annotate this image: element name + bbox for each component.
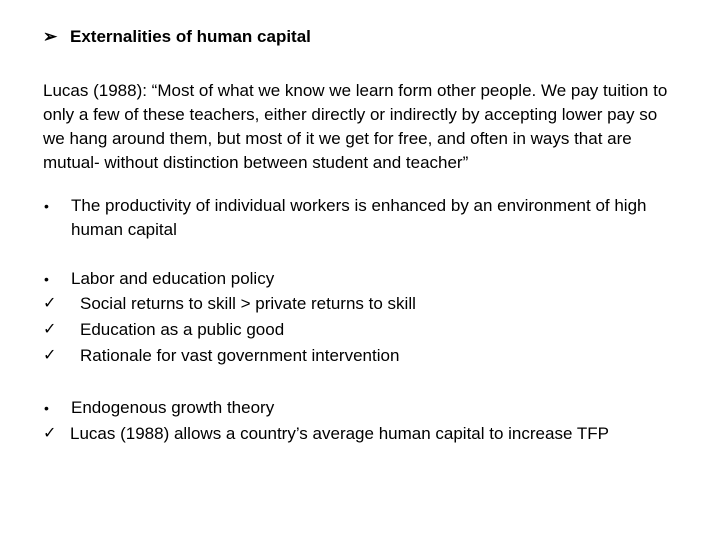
checklist-item [43,422,660,446]
bullet-dot-icon: • [44,198,49,214]
bullet-item [43,194,656,242]
bullet-dot-icon: • [44,271,49,287]
bullet-text: Labor and education policy [71,269,275,288]
bullet-item [43,267,661,291]
bullet-dot-icon: • [44,400,49,416]
arrowhead-bullet-icon: ➢ [43,27,58,46]
checklist-item [43,344,670,368]
checkmark-icon: ✓ [43,295,57,312]
checklist-text: Lucas (1988) allows a country’s average human capital to increase TFP [70,424,609,443]
slide-heading [43,27,311,47]
lucas-quote: Lucas (1988): “Most of what we know we learn form other people. We pay tuition to only a few of these teachers, either directly or indirectly by accepting lower pay so we hang around them, but most of it we get for free, and often in ways that are mutual- without distinction between student and teacher” [43,81,668,172]
checklist-item [43,318,670,342]
checklist-item [43,292,670,316]
checklist-text: Social returns to skill > private returns to skill [80,294,416,313]
checkmark-icon: ✓ [43,321,57,338]
checkmark-icon: ✓ [43,425,57,442]
bullet-text: Endogenous growth theory [71,398,275,417]
heading-text: Externalities of human capital [70,27,311,46]
checkmark-icon: ✓ [43,347,57,364]
checklist-text: Education as a public good [80,320,285,339]
bullet-text: The productivity of individual workers is enhanced by an environment of high human capital [71,196,647,239]
bullet-item [43,396,661,420]
checklist-text: Rationale for vast government intervention [80,346,400,365]
